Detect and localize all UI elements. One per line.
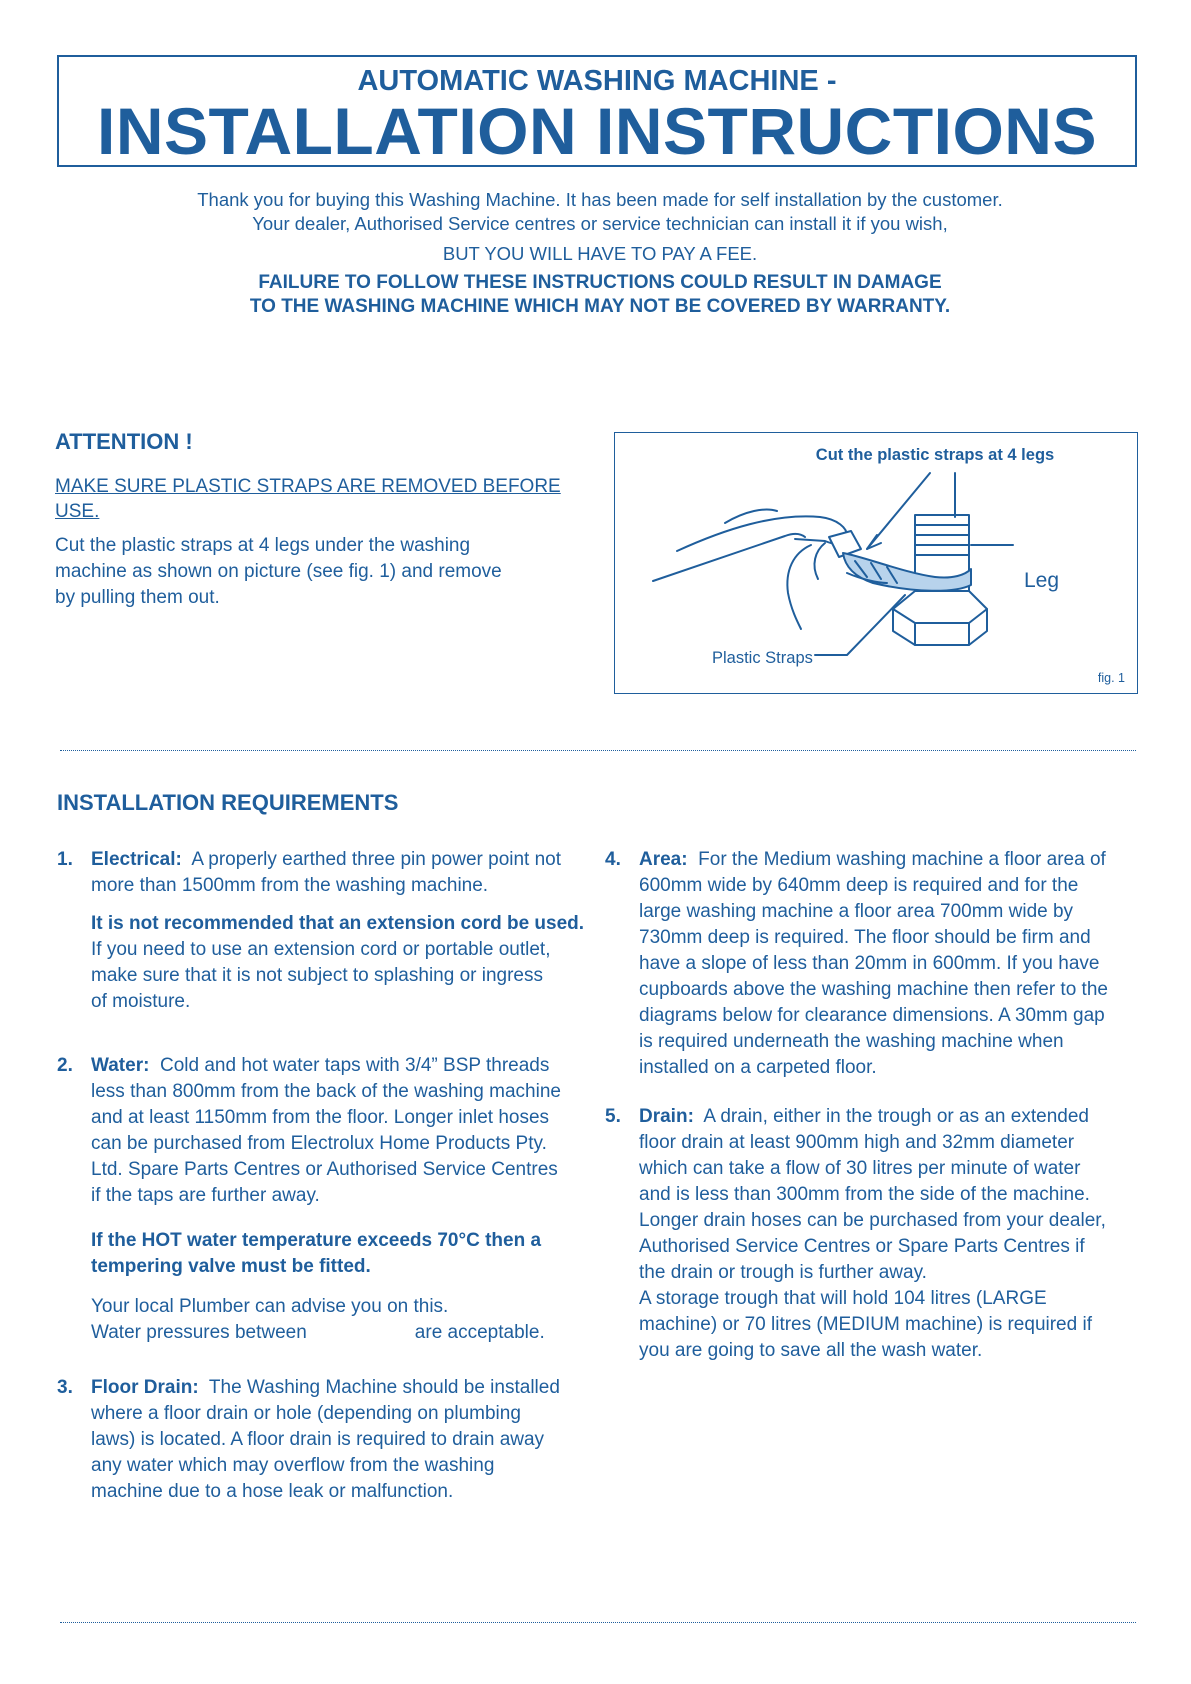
item-text: where a floor drain or hole (depending on plumbing	[91, 1403, 521, 1424]
item-text: cupboards above the washing machine then refer to the	[639, 979, 1108, 1000]
warning-line-1: FAILURE TO FOLLOW THESE INSTRUCTIONS COULD RESULT IN DAMAGE	[258, 272, 942, 293]
item-text: less than 800mm from the back of the washing machine	[91, 1081, 561, 1102]
divider	[60, 750, 1136, 751]
attention-body-line-1: Cut the plastic straps at 4 legs under the washing	[55, 535, 471, 556]
item-label: Drain:	[639, 1106, 694, 1127]
warning-line-2: TO THE WASHING MACHINE WHICH MAY NOT BE COVERED BY WARRANTY.	[249, 296, 951, 317]
item-text: which can take a flow of 30 litres per minute of water	[639, 1158, 1081, 1179]
item-text: have a slope of less than 20mm in 600mm. If you have	[639, 953, 1100, 974]
item-text: can be purchased from Electrolux Home Products Pty.	[91, 1133, 547, 1154]
item-number: 5.	[605, 1106, 621, 1127]
hot-water-warning-line-2: tempering valve must be fitted.	[91, 1256, 371, 1277]
attention-body-line-3: by pulling them out.	[55, 587, 220, 608]
item-text: the drain or trough is further away.	[639, 1262, 927, 1283]
item-text: The Washing Machine should be installed	[208, 1377, 560, 1398]
divider	[60, 1622, 1136, 1623]
item-text: Water pressures between	[91, 1322, 307, 1343]
item-text: laws) is located. A floor drain is required to drain away	[91, 1429, 545, 1450]
item-text: 600mm wide by 640mm deep is required and for the	[639, 875, 1079, 896]
item-text: floor drain at least 900mm high and 32mm diameter	[639, 1132, 1075, 1153]
item-text: if the taps are further away.	[91, 1185, 320, 1206]
item-text: diagrams below for clearance dimensions. A 30mm gap	[639, 1005, 1105, 1026]
page-title: INSTALLATION INSTRUCTIONS	[97, 94, 1097, 168]
extension-cord-warning: It is not recommended that an extension cord be used.	[91, 913, 585, 934]
plastic-straps-label: Plastic Straps	[712, 649, 813, 667]
item-number: 3.	[57, 1377, 73, 1398]
intro-line-2: Your dealer, Authorised Service centres or service technician can install it if you wish,	[252, 213, 948, 234]
item-text: Ltd. Spare Parts Centres or Authorised Service Centres	[91, 1159, 558, 1180]
page-subtitle: AUTOMATIC WASHING MACHINE -	[357, 65, 837, 97]
item-number: 2.	[57, 1055, 73, 1076]
item-text: of moisture.	[91, 991, 191, 1012]
item-text: A storage trough that will hold 104 litres (LARGE	[639, 1288, 1047, 1309]
item-label: Electrical:	[91, 849, 182, 870]
item-number: 4.	[605, 849, 621, 870]
item-text: large washing machine a floor area 700mm wide by	[639, 901, 1074, 922]
item-text: machine due to a hose leak or malfunction.	[91, 1481, 454, 1502]
item-text: more than 1500mm from the washing machine.	[91, 875, 489, 896]
item-label: Water:	[91, 1055, 150, 1076]
requirement-floor-drain	[57, 1375, 617, 1515]
item-text: any water which may overflow from the washing	[91, 1455, 495, 1476]
item-text: Authorised Service Centres or Spare Parts Centres if	[639, 1236, 1085, 1257]
requirement-water	[57, 1053, 617, 1363]
item-text: 730mm deep is required. The floor should be firm and	[639, 927, 1091, 948]
item-text: Your local Plumber can advise you on this.	[91, 1296, 449, 1317]
item-label: Area:	[639, 849, 688, 870]
requirement-area	[605, 847, 1165, 1087]
item-number: 1.	[57, 849, 73, 870]
attention-heading: ATTENTION !	[55, 429, 193, 454]
item-text: and is less than 300mm from the side of the machine.	[639, 1184, 1090, 1205]
item-text: installed on a carpeted floor.	[639, 1057, 877, 1078]
figure-caption: Cut the plastic straps at 4 legs	[815, 446, 1055, 464]
attention-warning	[55, 474, 615, 524]
hot-water-warning-line-1: If the HOT water temperature exceeds 70°C then a	[91, 1230, 542, 1251]
attention-warning-line-1: MAKE SURE PLASTIC STRAPS ARE REMOVED BEFORE	[55, 476, 561, 497]
strap-cutting-illustration	[615, 433, 1139, 695]
item-text: Longer drain hoses can be purchased from your dealer,	[639, 1210, 1106, 1231]
item-text: A properly earthed three pin power point not	[191, 849, 562, 870]
item-text: you are going to save all the wash water.	[639, 1340, 983, 1361]
attention-body	[55, 533, 555, 611]
item-label: Floor Drain:	[91, 1377, 199, 1398]
item-text: A drain, either in the trough or as an extended	[703, 1106, 1089, 1127]
item-text: make sure that it is not subject to splashing or ingress	[91, 965, 544, 986]
requirement-electrical	[57, 847, 617, 1027]
item-text: Cold and hot water taps with 3/4” BSP threads	[159, 1055, 550, 1076]
leg-label: Leg	[1024, 569, 1060, 592]
title-box	[57, 55, 1137, 167]
intro-line-3: BUT YOU WILL HAVE TO PAY A FEE.	[442, 243, 758, 264]
item-text: and at least 1150mm from the floor. Longer inlet hoses	[91, 1107, 550, 1128]
item-text: If you need to use an extension cord or portable outlet,	[91, 939, 551, 960]
item-text: is required underneath the washing machine when	[639, 1031, 1064, 1052]
requirement-drain	[605, 1104, 1165, 1374]
figure-1	[614, 432, 1138, 694]
attention-body-line-2: machine as shown on picture (see fig. 1) and remove	[55, 561, 502, 582]
requirements-heading: INSTALLATION REQUIREMENTS	[57, 790, 399, 815]
attention-warning-line-2: USE.	[55, 501, 100, 522]
intro-line-1: Thank you for buying this Washing Machine. It has been made for self installation by the customer.	[197, 189, 1003, 210]
item-text: For the Medium washing machine a floor area of	[698, 849, 1106, 870]
item-text: machine) or 70 litres (MEDIUM machine) is required if	[639, 1314, 1092, 1335]
figure-number: fig. 1	[1097, 671, 1125, 685]
item-text: are acceptable.	[414, 1322, 545, 1343]
